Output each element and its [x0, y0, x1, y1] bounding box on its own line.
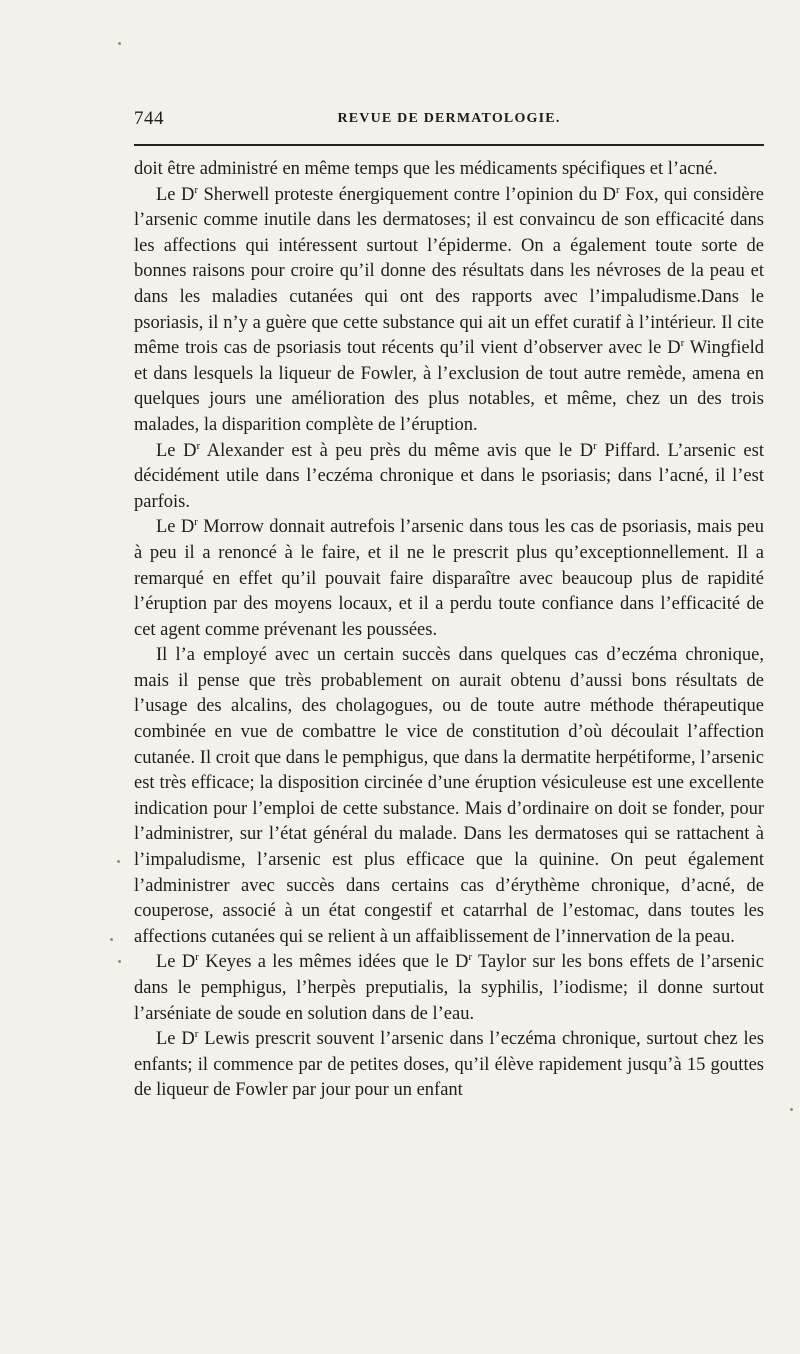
- superscript-r: r: [194, 1028, 199, 1041]
- paragraph-1-text: doit être administré en même temps que les médicaments spécifiques et l’acné.: [134, 159, 718, 179]
- paragraph-1: [134, 157, 764, 183]
- paragraph-3-part-2: Piffard. L’arsenic est décidément utile dans l’eczéma chronique et dans le psoriasis; dans l’acné, il l’est parfois.: [134, 440, 764, 512]
- paragraph-4: [134, 515, 764, 643]
- paragraph-6-part-1: Keyes a les mêmes idées que le: [198, 952, 455, 973]
- doctor-abbrev: D: [667, 338, 681, 359]
- superscript-r: r: [196, 439, 201, 452]
- doctor-abbrev: D: [454, 952, 469, 973]
- paragraph-5: [134, 643, 764, 950]
- paragraph-7-lead: Le: [156, 1029, 182, 1050]
- header-rule: [134, 144, 764, 146]
- superscript-r: r: [468, 951, 473, 964]
- paragraph-2: [134, 183, 764, 439]
- paragraph-2-lead: Le: [156, 184, 181, 205]
- paragraph-2-part-1: Sherwell proteste énergiquement contre l’opinion du: [198, 184, 603, 205]
- paper-speck: [118, 42, 121, 45]
- paragraph-4-lead: Le: [156, 517, 181, 538]
- paper-speck: [118, 960, 121, 963]
- paragraph-7-part-1: Lewis prescrit souvent l’arsenic dans l’eczéma chronique, surtout chez les enfants; il commence par de petites doses, qu’il élève rapidement jusqu’à 15 gouttes de liqueur de Fowler par jour pour un enfant: [134, 1029, 764, 1101]
- body-text: [134, 157, 764, 1104]
- paragraph-2-part-3: Wingfield et dans lesquels la liqueur de Fowler, à l’exclusion de tout autre remède, amena en quelques jours une amélioration des plus notables, et même, chez un des trois malades, la disparition complète de l’éruption.: [134, 338, 764, 435]
- superscript-r: r: [194, 516, 198, 529]
- paragraph-3-part-1: Alexander est à peu près du même avis que le: [200, 440, 580, 461]
- doctor-abbrev: D: [181, 952, 196, 973]
- paragraph-6-part-2: Taylor sur les bons effets de l’arsenic dans le pemphigus, l’herpès preputialis, la syphilis, l’iodisme; il donne surtout l’arséniate de soude en solution dans de l’eau.: [134, 952, 764, 1024]
- paragraph-6-lead: Le: [156, 952, 182, 973]
- paragraph-2-part-2: Fox, qui considère l’arsenic comme inutile dans les dermatoses; il est convaincu de son efficacité dans les affections qui intéressent surtout l’épiderme. On a également toute sorte de bonnes raisons pour croire qu’il donne des résultats dans les névroses de la peau et dans les maladies cutanées qui ont des rapports avec l’impaludisme.Dans le psoriasis, il n’y a guère que cette substance qui ait un effet curatif à l’intérieur. Il cite même trois cas de psoriasis tout récents qu’il vient d’observer avec le: [134, 184, 764, 359]
- page-number: 744: [134, 108, 164, 129]
- paragraph-3-lead: Le: [156, 440, 184, 461]
- doctor-abbrev: D: [180, 184, 195, 205]
- paper-speck: [117, 860, 120, 863]
- paragraph-4-part-1: Morrow donnait autrefois l’arsenic dans tous les cas de psoriasis, mais peu à peu il a renoncé à le faire, et il ne le prescrit plus qu’exceptionnellement. Il a remarqué en effet qu’il pouvait faire disparaître avec beaucoup plus de rapidité l’éruption par des moyens locaux, et il a perdu toute confiance dans l’efficacité de cet agent comme prévenant les poussées.: [134, 517, 764, 640]
- superscript-r: r: [593, 439, 597, 452]
- paper-speck: [790, 1108, 793, 1111]
- doctor-abbrev: D: [180, 517, 195, 538]
- superscript-r: r: [195, 951, 199, 964]
- paragraph-6: [134, 950, 764, 1027]
- doctor-abbrev: D: [602, 184, 617, 205]
- superscript-r: r: [194, 183, 199, 196]
- paper-speck: [110, 938, 113, 941]
- doctor-abbrev: D: [181, 1029, 195, 1050]
- page-header: [134, 104, 764, 138]
- paragraph-7: [134, 1027, 764, 1104]
- paragraph-3: [134, 439, 764, 516]
- running-title: REVUE DE DERMATOLOGIE.: [337, 111, 561, 126]
- doctor-abbrev: D: [579, 440, 594, 461]
- superscript-r: r: [616, 183, 620, 196]
- paragraph-5-text: Il l’a employé avec un certain succès dans quelques cas d’eczéma chronique, mais il pense que très probablement on aurait obtenu d’aussi bons résultats de l’usage des alcalins, des cholagogues, ou de toute autre méthode thérapeutique combinée en vue de combattre le vice de constitution d’où découlait l’affection cutanée. Il croit que dans le pemphigus, que dans la dermatite herpétiforme, l’arsenic est très efficace; la disposition circinée d’une éruption vésiculeuse est une excellente indication pour l’emploi de cette substance. Mais d’ordinaire on doit se fonder, pour l’administrer, sur l’état général du malade. Dans les dermatoses qui se rattachent à l’impaludisme, l’arsenic est plus efficace que la quinine. On peut également l’administrer avec succès dans certains cas d’érythème chronique, d’acné, de couperose, associé à un état congestif et catarrhal de l’estomac, dans toutes les affections cutanées qui se relient à un affaiblissement de l’innervation de la peau.: [134, 645, 764, 947]
- superscript-r: r: [680, 337, 685, 350]
- doctor-abbrev: D: [183, 440, 197, 461]
